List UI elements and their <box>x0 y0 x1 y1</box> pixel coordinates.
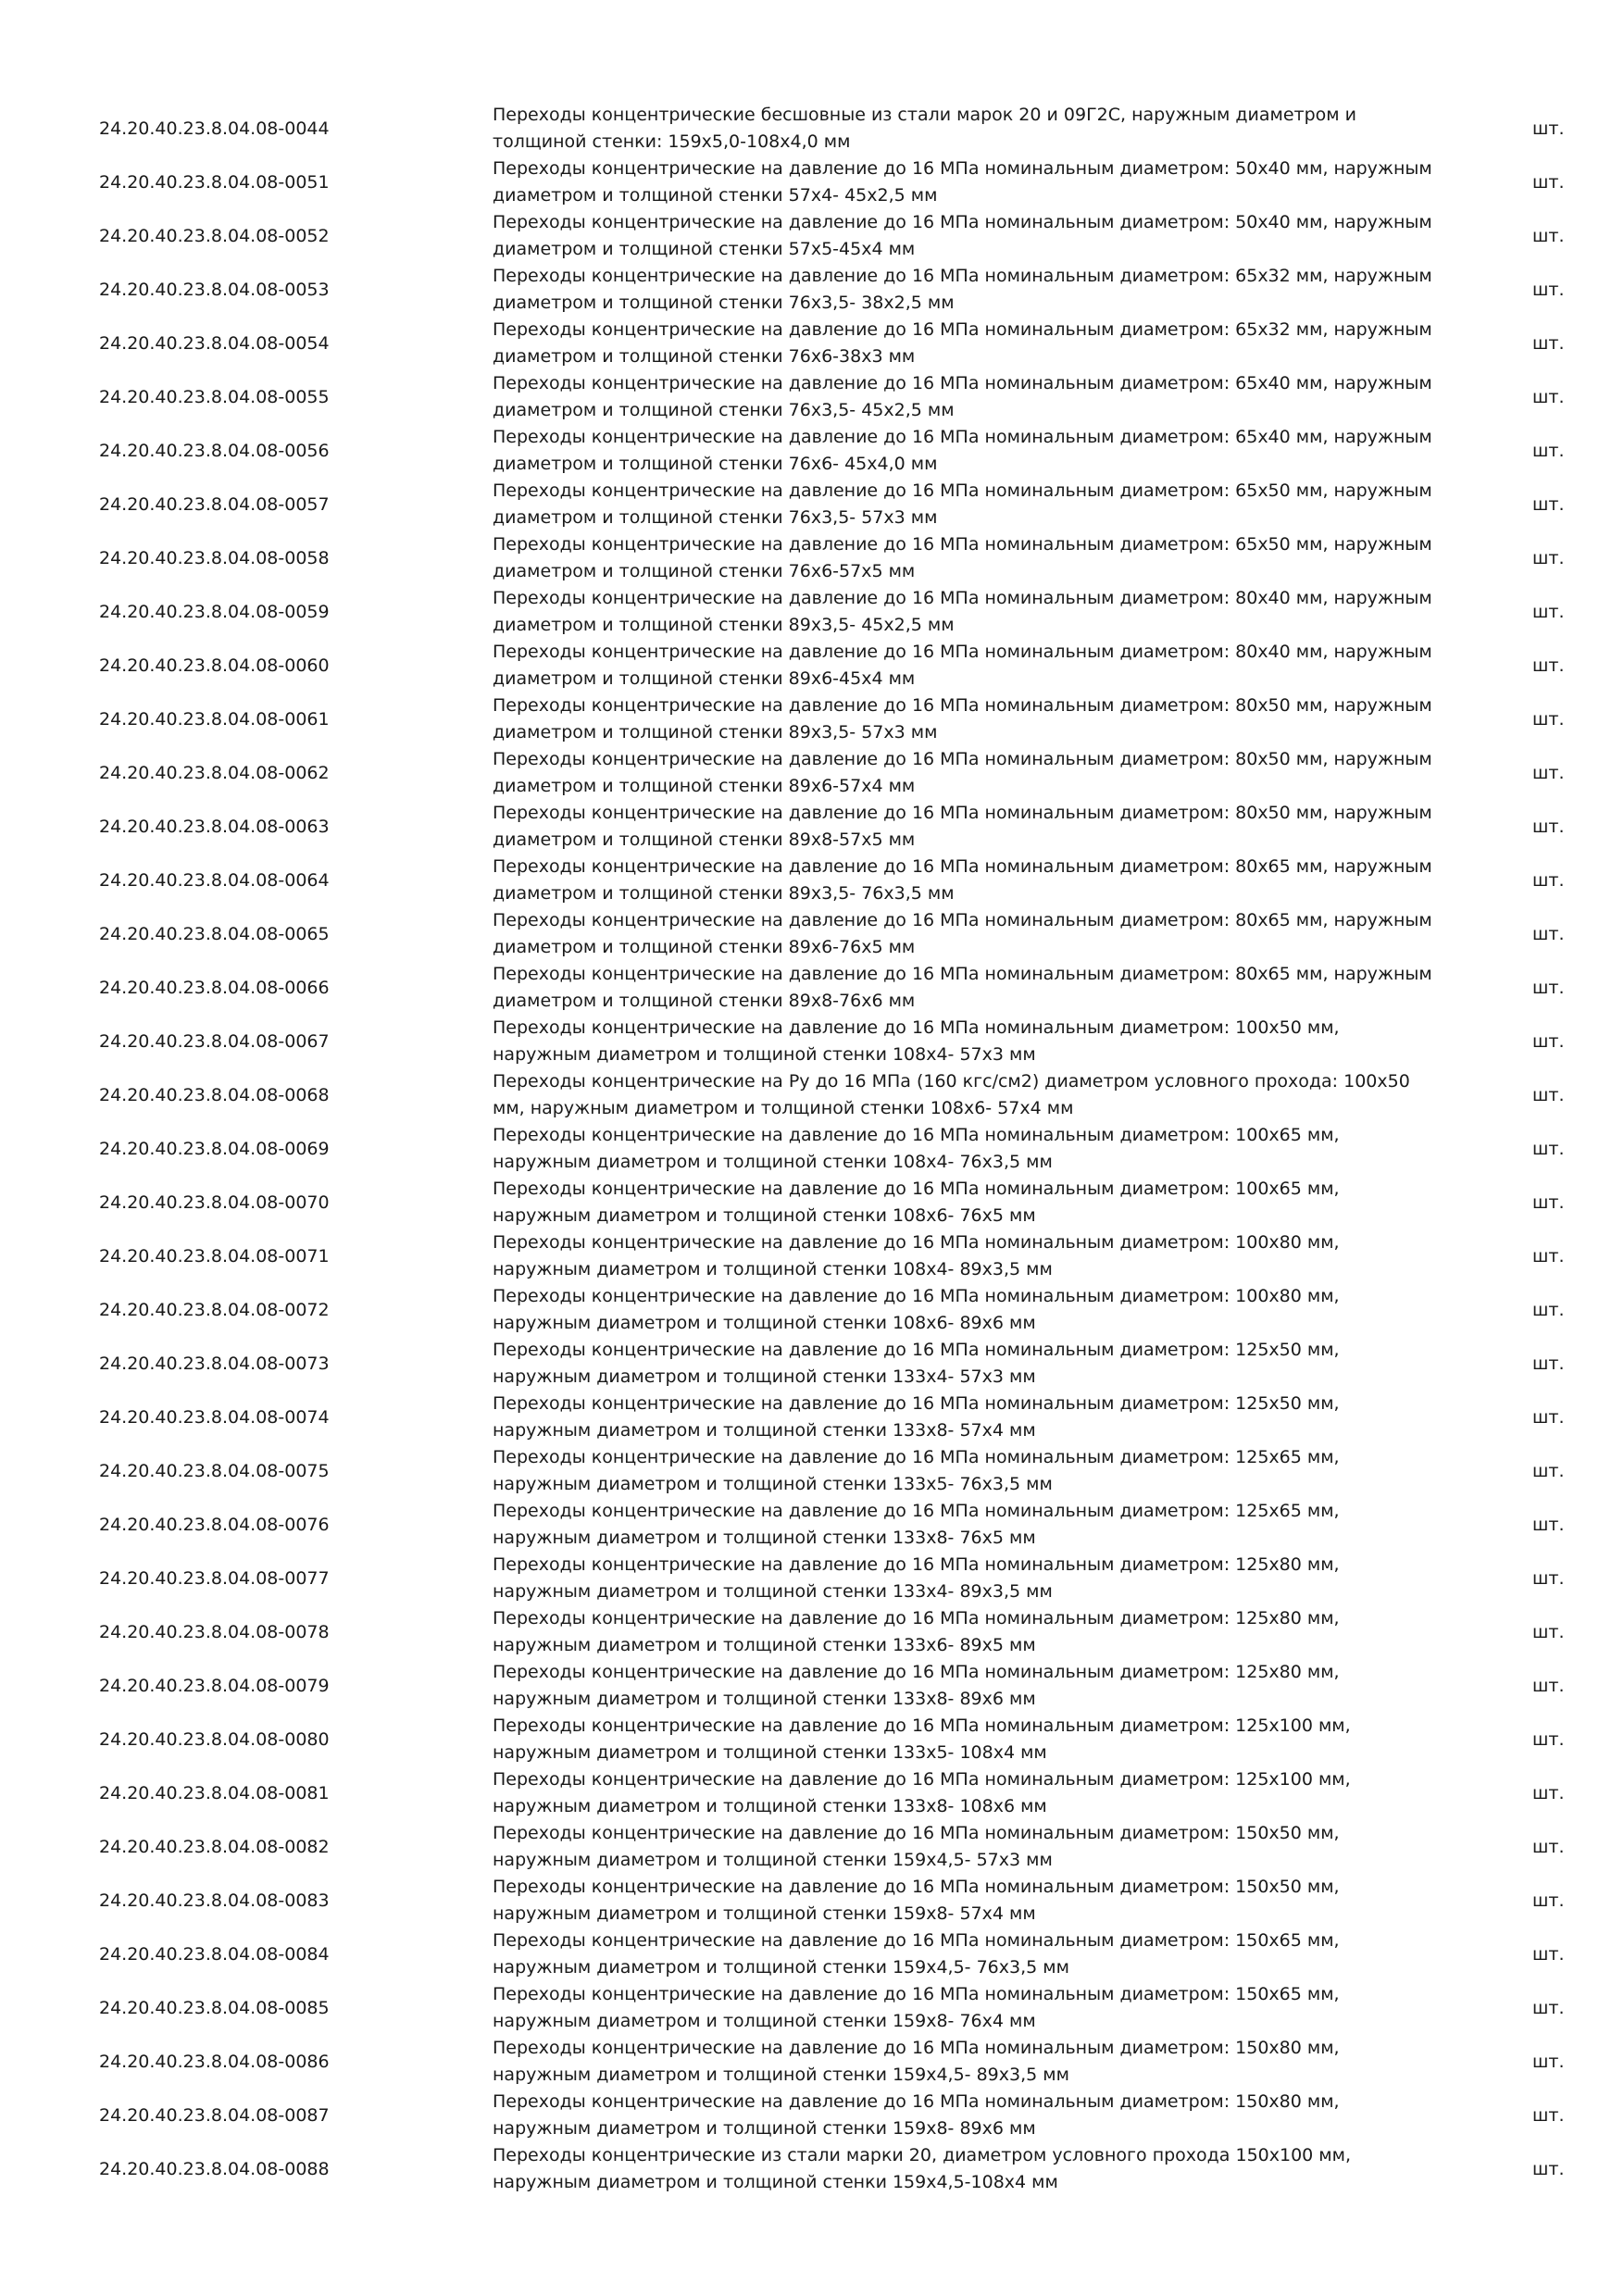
resource-code: 24.20.40.23.8.04.08-0085 <box>99 1998 330 2018</box>
unit-of-measure: шт. <box>1532 172 1565 193</box>
unit-of-measure: шт. <box>1532 1300 1565 1320</box>
resource-code: 24.20.40.23.8.04.08-0083 <box>99 1890 330 1911</box>
resource-name: Переходы концентрические на давление до 16 МПа номинальным диаметром: 80x65 мм, наружным диаметром и толщиной стенки 89x6-76x5 мм <box>493 910 1432 957</box>
resource-name: Переходы концентрические на давление до 16 МПа номинальным диаметром: 100x80 мм, наружным диаметром и толщиной стенки 108x4- 89x3,5 мм <box>493 1232 1340 1279</box>
table-row <box>0 156 1624 209</box>
resource-name: Переходы концентрические на давление до 16 МПа номинальным диаметром: 80x40 мм, наружным диаметром и толщиной стенки 89x6-45x4 мм <box>493 642 1432 689</box>
resource-code: 24.20.40.23.8.04.08-0076 <box>99 1515 330 1535</box>
table-row <box>0 102 1624 156</box>
unit-of-measure: шт. <box>1532 441 1565 461</box>
unit-of-measure: шт. <box>1532 1783 1565 1803</box>
unit-of-measure: шт. <box>1532 1998 1565 2018</box>
resource-name: Переходы концентрические на давление до 16 МПа номинальным диаметром: 125x100 мм, наружным диаметром и толщиной стенки 133x8- 108x6 мм <box>493 1769 1351 1816</box>
resource-name: Переходы концентрические на давление до 16 МПа номинальным диаметром: 65x40 мм, наружным диаметром и толщиной стенки 76x6- 45x4,0 мм <box>493 427 1432 474</box>
resource-code: 24.20.40.23.8.04.08-0072 <box>99 1300 330 1320</box>
table-row <box>0 317 1624 370</box>
unit-of-measure: шт. <box>1532 494 1565 515</box>
resource-name: Переходы концентрические на давление до 16 МПа номинальным диаметром: 80x65 мм, наружным диаметром и толщиной стенки 89x8-76x6 мм <box>493 964 1432 1011</box>
resource-code: 24.20.40.23.8.04.08-0061 <box>99 709 330 730</box>
table-row <box>0 1552 1624 1605</box>
resource-code: 24.20.40.23.8.04.08-0086 <box>99 2052 330 2072</box>
resource-name: Переходы концентрические на давление до 16 МПа номинальным диаметром: 65x32 мм, наружным диаметром и толщиной стенки 76x3,5- 38x2,5 мм <box>493 266 1432 313</box>
resource-code: 24.20.40.23.8.04.08-0060 <box>99 655 330 676</box>
resource-code: 24.20.40.23.8.04.08-0065 <box>99 924 330 944</box>
resource-name: Переходы концентрические на давление до 16 МПа номинальным диаметром: 125x50 мм, наружным диаметром и толщиной стенки 133x8- 57x4 мм <box>493 1393 1340 1441</box>
resource-name: Переходы концентрические на давление до 16 МПа номинальным диаметром: 150x50 мм, наружным диаметром и толщиной стенки 159x4,5- 57x3 мм <box>493 1823 1340 1870</box>
resource-code: 24.20.40.23.8.04.08-0053 <box>99 280 330 300</box>
resource-code: 24.20.40.23.8.04.08-0088 <box>99 2159 330 2179</box>
unit-of-measure: шт. <box>1532 2052 1565 2072</box>
unit-of-measure: шт. <box>1532 1837 1565 1857</box>
unit-of-measure: шт. <box>1532 280 1565 300</box>
resource-name: Переходы концентрические на давление до 16 МПа номинальным диаметром: 80x50 мм, наружным диаметром и толщиной стенки 89x8-57x5 мм <box>493 803 1432 850</box>
resource-code: 24.20.40.23.8.04.08-0073 <box>99 1354 330 1374</box>
resource-name: Переходы концентрические на давление до 16 МПа номинальным диаметром: 150x65 мм, наружным диаметром и толщиной стенки 159x4,5- 76x3,5 мм <box>493 1930 1340 1978</box>
unit-of-measure: шт. <box>1532 655 1565 676</box>
resource-code: 24.20.40.23.8.04.08-0087 <box>99 2105 330 2126</box>
table-row <box>0 1068 1624 1122</box>
resource-code: 24.20.40.23.8.04.08-0077 <box>99 1568 330 1589</box>
unit-of-measure: шт. <box>1532 602 1565 622</box>
unit-of-measure: шт. <box>1532 1192 1565 1213</box>
resource-code: 24.20.40.23.8.04.08-0044 <box>99 119 330 139</box>
resource-code: 24.20.40.23.8.04.08-0059 <box>99 602 330 622</box>
table-row <box>0 209 1624 263</box>
unit-of-measure: шт. <box>1532 1031 1565 1052</box>
resource-name: Переходы концентрические на давление до 16 МПа номинальным диаметром: 100x65 мм, наружным диаметром и толщиной стенки 108x6- 76x5 мм <box>493 1179 1340 1226</box>
table-row <box>0 1337 1624 1391</box>
resource-name: Переходы концентрические на давление до 16 МПа номинальным диаметром: 125x80 мм, наружным диаметром и толщиной стенки 133x6- 89x5 мм <box>493 1608 1340 1655</box>
unit-of-measure: шт. <box>1532 1729 1565 1750</box>
table-row <box>0 263 1624 317</box>
table-row <box>0 854 1624 907</box>
resource-name: Переходы концентрические на давление до 16 МПа номинальным диаметром: 80x50 мм, наружным диаметром и толщиной стенки 89x3,5- 57x3 мм <box>493 695 1432 742</box>
unit-of-measure: шт. <box>1532 1944 1565 1965</box>
resource-name: Переходы концентрические на давление до 16 МПа номинальным диаметром: 125x80 мм, наружным диаметром и толщиной стенки 133x4- 89x3,5 мм <box>493 1554 1340 1602</box>
resource-name: Переходы концентрические на давление до 16 МПа номинальным диаметром: 65x40 мм, наружным диаметром и толщиной стенки 76x3,5- 45x2,5 мм <box>493 373 1432 420</box>
resource-name: Переходы концентрические на давление до 16 МПа номинальным диаметром: 125x100 мм, наружным диаметром и толщиной стенки 133x5- 108x4 мм <box>493 1716 1351 1763</box>
resource-name: Переходы концентрические на давление до 16 МПа номинальным диаметром: 65x50 мм, наружным диаметром и толщиной стенки 76x3,5- 57x3 мм <box>493 480 1432 528</box>
unit-of-measure: шт. <box>1532 763 1565 783</box>
table-row <box>0 1498 1624 1552</box>
resource-code: 24.20.40.23.8.04.08-0084 <box>99 1944 330 1965</box>
unit-of-measure: шт. <box>1532 1515 1565 1535</box>
resource-code: 24.20.40.23.8.04.08-0079 <box>99 1676 330 1696</box>
table-row <box>0 585 1624 639</box>
resource-name: Переходы концентрические на давление до 16 МПа номинальным диаметром: 65x32 мм, наружным диаметром и толщиной стенки 76x6-38x3 мм <box>493 319 1432 367</box>
resource-name: Переходы концентрические на давление до 16 МПа номинальным диаметром: 80x40 мм, наружным диаметром и толщиной стенки 89x3,5- 45x2,5 мм <box>493 588 1432 635</box>
unit-of-measure: шт. <box>1532 333 1565 354</box>
resource-name: Переходы концентрические из стали марки 20, диаметром условного прохода 150x100 мм, наружным диаметром и толщиной стенки 159x4,5-108x4 мм <box>493 2145 1352 2192</box>
table-row <box>0 1283 1624 1337</box>
resource-name: Переходы концентрические на давление до 16 МПа номинальным диаметром: 150x80 мм, наружным диаметром и толщиной стенки 159x4,5- 89x3,5 мм <box>493 2038 1340 2085</box>
table-row <box>0 2035 1624 2089</box>
unit-of-measure: шт. <box>1532 1246 1565 1267</box>
resource-code: 24.20.40.23.8.04.08-0074 <box>99 1407 330 1428</box>
resource-code: 24.20.40.23.8.04.08-0062 <box>99 763 330 783</box>
table-row <box>0 693 1624 746</box>
resource-code: 24.20.40.23.8.04.08-0064 <box>99 870 330 891</box>
unit-of-measure: шт. <box>1532 226 1565 246</box>
resource-name: Переходы концентрические на давление до 16 МПа номинальным диаметром: 65x50 мм, наружным диаметром и толщиной стенки 76x6-57x5 мм <box>493 534 1432 581</box>
table-row <box>0 907 1624 961</box>
table-row <box>0 1928 1624 1981</box>
unit-of-measure: шт. <box>1532 119 1565 139</box>
table-row <box>0 1874 1624 1928</box>
table-row <box>0 1122 1624 1176</box>
table-row <box>0 1766 1624 1820</box>
unit-of-measure: шт. <box>1532 1676 1565 1696</box>
unit-of-measure: шт. <box>1532 1139 1565 1159</box>
table-row <box>0 1176 1624 1229</box>
table-row <box>0 424 1624 478</box>
resource-name: Переходы концентрические на давление до 16 МПа номинальным диаметром: 125x65 мм, наружным диаметром и толщиной стенки 133x8- 76x5 мм <box>493 1501 1340 1548</box>
table-row <box>0 2142 1624 2196</box>
resource-code: 24.20.40.23.8.04.08-0066 <box>99 978 330 998</box>
unit-of-measure: шт. <box>1532 1354 1565 1374</box>
resource-name: Переходы концентрические на давление до 16 МПа номинальным диаметром: 125x80 мм, наружным диаметром и толщиной стенки 133x8- 89x6 мм <box>493 1662 1340 1709</box>
table-row <box>0 1820 1624 1874</box>
table-row <box>0 370 1624 424</box>
resource-code: 24.20.40.23.8.04.08-0057 <box>99 494 330 515</box>
resource-name: Переходы концентрические на давление до 16 МПа номинальным диаметром: 50x40 мм, наружным диаметром и толщиной стенки 57x5-45x4 мм <box>493 212 1432 259</box>
table-row <box>0 800 1624 854</box>
table-row <box>0 478 1624 531</box>
resource-code: 24.20.40.23.8.04.08-0078 <box>99 1622 330 1642</box>
table-row <box>0 531 1624 585</box>
unit-of-measure: шт. <box>1532 2105 1565 2126</box>
resource-code: 24.20.40.23.8.04.08-0075 <box>99 1461 330 1481</box>
table-row <box>0 1605 1624 1659</box>
unit-of-measure: шт. <box>1532 870 1565 891</box>
resource-code: 24.20.40.23.8.04.08-0063 <box>99 817 330 837</box>
unit-of-measure: шт. <box>1532 1461 1565 1481</box>
resource-name: Переходы концентрические на давление до 16 МПа номинальным диаметром: 50x40 мм, наружным диаметром и толщиной стенки 57x4- 45x2,5 мм <box>493 158 1432 206</box>
table-row <box>0 1391 1624 1444</box>
resource-code: 24.20.40.23.8.04.08-0067 <box>99 1031 330 1052</box>
resource-code: 24.20.40.23.8.04.08-0069 <box>99 1139 330 1159</box>
unit-of-measure: шт. <box>1532 1890 1565 1911</box>
resource-code: 24.20.40.23.8.04.08-0070 <box>99 1192 330 1213</box>
resource-name: Переходы концентрические на давление до 16 МПа номинальным диаметром: 125x65 мм, наружным диаметром и толщиной стенки 133x5- 76x3,5 мм <box>493 1447 1340 1494</box>
resource-code: 24.20.40.23.8.04.08-0051 <box>99 172 330 193</box>
table-row <box>0 1015 1624 1068</box>
resource-code: 24.20.40.23.8.04.08-0056 <box>99 441 330 461</box>
unit-of-measure: шт. <box>1532 1622 1565 1642</box>
resource-code: 24.20.40.23.8.04.08-0052 <box>99 226 330 246</box>
resource-name: Переходы концентрические на давление до 16 МПа номинальным диаметром: 100x50 мм, наружным диаметром и толщиной стенки 108x4- 57x3 мм <box>493 1017 1340 1065</box>
unit-of-measure: шт. <box>1532 387 1565 407</box>
resource-code: 24.20.40.23.8.04.08-0068 <box>99 1085 330 1105</box>
table-row <box>0 746 1624 800</box>
resource-code: 24.20.40.23.8.04.08-0082 <box>99 1837 330 1857</box>
unit-of-measure: шт. <box>1532 924 1565 944</box>
resource-name: Переходы концентрические на Ру до 16 МПа (160 кгс/см2) диаметром условного прохода: 100x50 мм, наружным диаметром и толщиной стенки 108x6- 57x4 мм <box>493 1071 1410 1118</box>
unit-of-measure: шт. <box>1532 709 1565 730</box>
unit-of-measure: шт. <box>1532 1407 1565 1428</box>
unit-of-measure: шт. <box>1532 978 1565 998</box>
resource-name: Переходы концентрические бесшовные из стали марок 20 и 09Г2С, наружным диаметром и толщиной стенки: 159x5,0-108x4,0 мм <box>493 105 1357 152</box>
resource-name: Переходы концентрические на давление до 16 МПа номинальным диаметром: 150x50 мм, наружным диаметром и толщиной стенки 159x8- 57x4 мм <box>493 1877 1340 1924</box>
unit-of-measure: шт. <box>1532 817 1565 837</box>
table-row <box>0 2089 1624 2142</box>
resource-code: 24.20.40.23.8.04.08-0081 <box>99 1783 330 1803</box>
resource-code: 24.20.40.23.8.04.08-0080 <box>99 1729 330 1750</box>
table-row <box>0 961 1624 1015</box>
resource-name: Переходы концентрические на давление до 16 МПа номинальным диаметром: 150x65 мм, наружным диаметром и толщиной стенки 159x8- 76x4 мм <box>493 1984 1340 2031</box>
unit-of-measure: шт. <box>1532 548 1565 568</box>
table-row <box>0 1659 1624 1713</box>
table-row <box>0 1229 1624 1283</box>
resource-table <box>0 102 1624 2196</box>
unit-of-measure: шт. <box>1532 2159 1565 2179</box>
table-row <box>0 1444 1624 1498</box>
unit-of-measure: шт. <box>1532 1085 1565 1105</box>
resource-name: Переходы концентрические на давление до 16 МПа номинальным диаметром: 80x65 мм, наружным диаметром и толщиной стенки 89x3,5- 76x3,5 мм <box>493 856 1432 904</box>
unit-of-measure: шт. <box>1532 1568 1565 1589</box>
resource-code: 24.20.40.23.8.04.08-0055 <box>99 387 330 407</box>
table-row <box>0 1981 1624 2035</box>
resource-name: Переходы концентрические на давление до 16 МПа номинальным диаметром: 80x50 мм, наружным диаметром и толщиной стенки 89x6-57x4 мм <box>493 749 1432 796</box>
resource-name: Переходы концентрические на давление до 16 МПа номинальным диаметром: 100x80 мм, наружным диаметром и толщиной стенки 108x6- 89x6 мм <box>493 1286 1340 1333</box>
table-row <box>0 639 1624 693</box>
resource-name: Переходы концентрические на давление до 16 МПа номинальным диаметром: 100x65 мм, наружным диаметром и толщиной стенки 108x4- 76x3,5 мм <box>493 1125 1340 1172</box>
table-row <box>0 1713 1624 1766</box>
resource-code: 24.20.40.23.8.04.08-0071 <box>99 1246 330 1267</box>
resource-name: Переходы концентрические на давление до 16 МПа номинальным диаметром: 150x80 мм, наружным диаметром и толщиной стенки 159x8- 89x6 мм <box>493 2091 1340 2139</box>
resource-name: Переходы концентрические на давление до 16 МПа номинальным диаметром: 125x50 мм, наружным диаметром и толщиной стенки 133x4- 57x3 мм <box>493 1340 1340 1387</box>
resource-code: 24.20.40.23.8.04.08-0058 <box>99 548 330 568</box>
resource-code: 24.20.40.23.8.04.08-0054 <box>99 333 330 354</box>
